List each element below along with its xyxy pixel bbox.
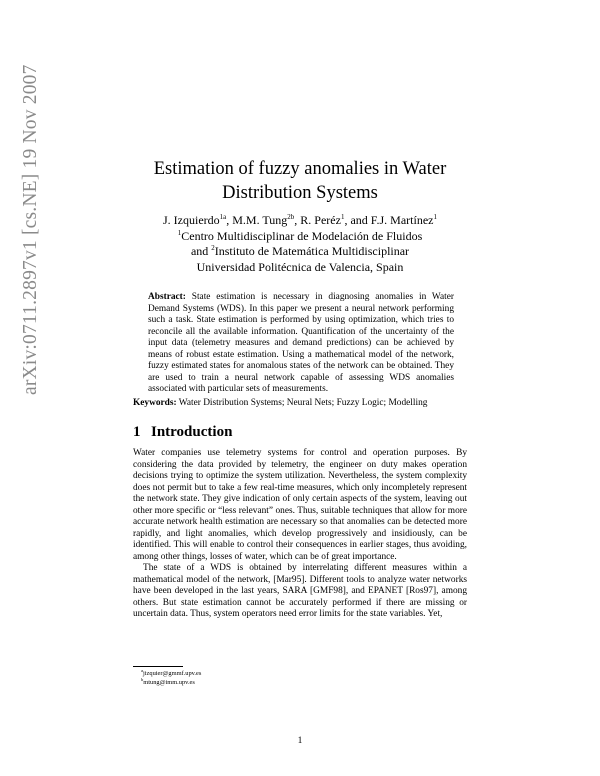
title-line-2: Distribution Systems [222, 183, 378, 203]
title-line-1: Estimation of fuzzy anomalies in Water [153, 159, 447, 179]
affiliation-university: Universidad Politécnica de Valencia, Spain [196, 259, 404, 274]
page-number: 1 [297, 736, 303, 746]
author-martinez: F.J. Martínez [370, 213, 434, 227]
footnote-b [141, 678, 201, 687]
author-tung-mark: 2b [287, 213, 295, 221]
keywords-label: Keywords: [133, 398, 177, 408]
abstract-text: State estimation is necessary in diagnosing anomalies in Water Demand Systems (WDS). In this paper we present a neural network performing such a task. State estimation is performed by using optimization, which tries to reconcile all the available information. Quantification of the uncertainty of the input data (telemetry measures and demand predictions) can be achieved by means of robust estate estimation. Using a mathematical model of the network, fuzzy estimated states for anomalous states of the network can be obtained. They are used to train a neural network capable of assessing WDS anomalies associated with particular sets of measurements. [148, 292, 454, 394]
abstract-label: Abstract: [148, 292, 186, 302]
author-perez: R. Peréz [300, 213, 341, 227]
affiliation-2: and $^2$Instituto de Matemática Multidisciplinar [190, 244, 410, 258]
author-line: J. Izquierdo$^{1a}$, M.M. Tung$^{2b}$, R. Peréz$^1$, and F.J. Martínez$^1$ [163, 213, 437, 227]
paragraph: The state of a WDS is obtained by interrelating different measures within a mathematical model of the network, [Mar95]. Different tools to analyze water networks have been developed in the last years, SARA [GMF98], and EPANET [Ros97], among others. But state estimation cannot be accurately performed if there are missing or uncertain data. Thus, system operators need error limits for the state variables. Yet, [133, 563, 467, 619]
abstract [148, 292, 454, 396]
arxiv-identifier: arXiv:0711.2897v1 [cs.NE] 19 Nov 2007 [20, 64, 41, 395]
author-block [100, 213, 500, 275]
footnote-a [141, 669, 201, 678]
author-tung: M.M. Tung [232, 213, 288, 227]
keywords-text: Water Distribution Systems; Neural Nets; Fuzzy Logic; Modelling [178, 398, 428, 408]
body-text [133, 448, 467, 621]
paragraph: Water companies use telemetry systems for control and operation purposes. By considering the data provided by telemetry, the engineer on duty makes operation decisions trying to optimize the system utilization. Nevertheless, the system complexity does not permit but to take a few real-time measures, which only incompletely represent the network state. They give indication of only certain aspects of the system, leaving out other more specific or “less relevant” ones. Thus, suitable techniques that allow for more accurate network health estimation are necessary so that anomalies can be detected more rapidly, and light anomalies, which develop progressively and insidiously, can be identified. This will enable to control their consequences in earlier stages, thus avoiding, among other things, losses of water, which can be of great importance. [133, 448, 467, 562]
affiliation-1 [100, 229, 500, 245]
section-number: 1 [133, 424, 141, 440]
footnote-separator [133, 666, 183, 667]
affiliation-2-mark: 2 [211, 244, 215, 252]
affiliation-2-text: Instituto de Matemática Multidisciplinar [214, 244, 410, 258]
author-izquierdo-mark: 1a [219, 213, 227, 221]
author-izquierdo: J. Izquierdo [163, 213, 220, 227]
keywords [133, 398, 473, 410]
affiliation-1-text: Centro Multidisciplinar de Modelación de Fluidos [181, 228, 423, 243]
affiliation-1-mark: 1 [177, 228, 182, 237]
footnotes [141, 669, 201, 687]
author-perez-mark: 1 [340, 213, 345, 221]
footnote-b-mark: b [141, 676, 144, 682]
section-heading [133, 424, 232, 441]
footnote-b-email: mtung@imm.upv.es [143, 679, 195, 686]
paper-title [100, 157, 500, 205]
author-martinez-mark: 1 [433, 213, 437, 221]
footnote-a-mark: a [141, 667, 143, 673]
section-title: Introduction [151, 424, 233, 440]
footnote-a-email: jizquier@gmmf.upv.es [143, 670, 202, 677]
